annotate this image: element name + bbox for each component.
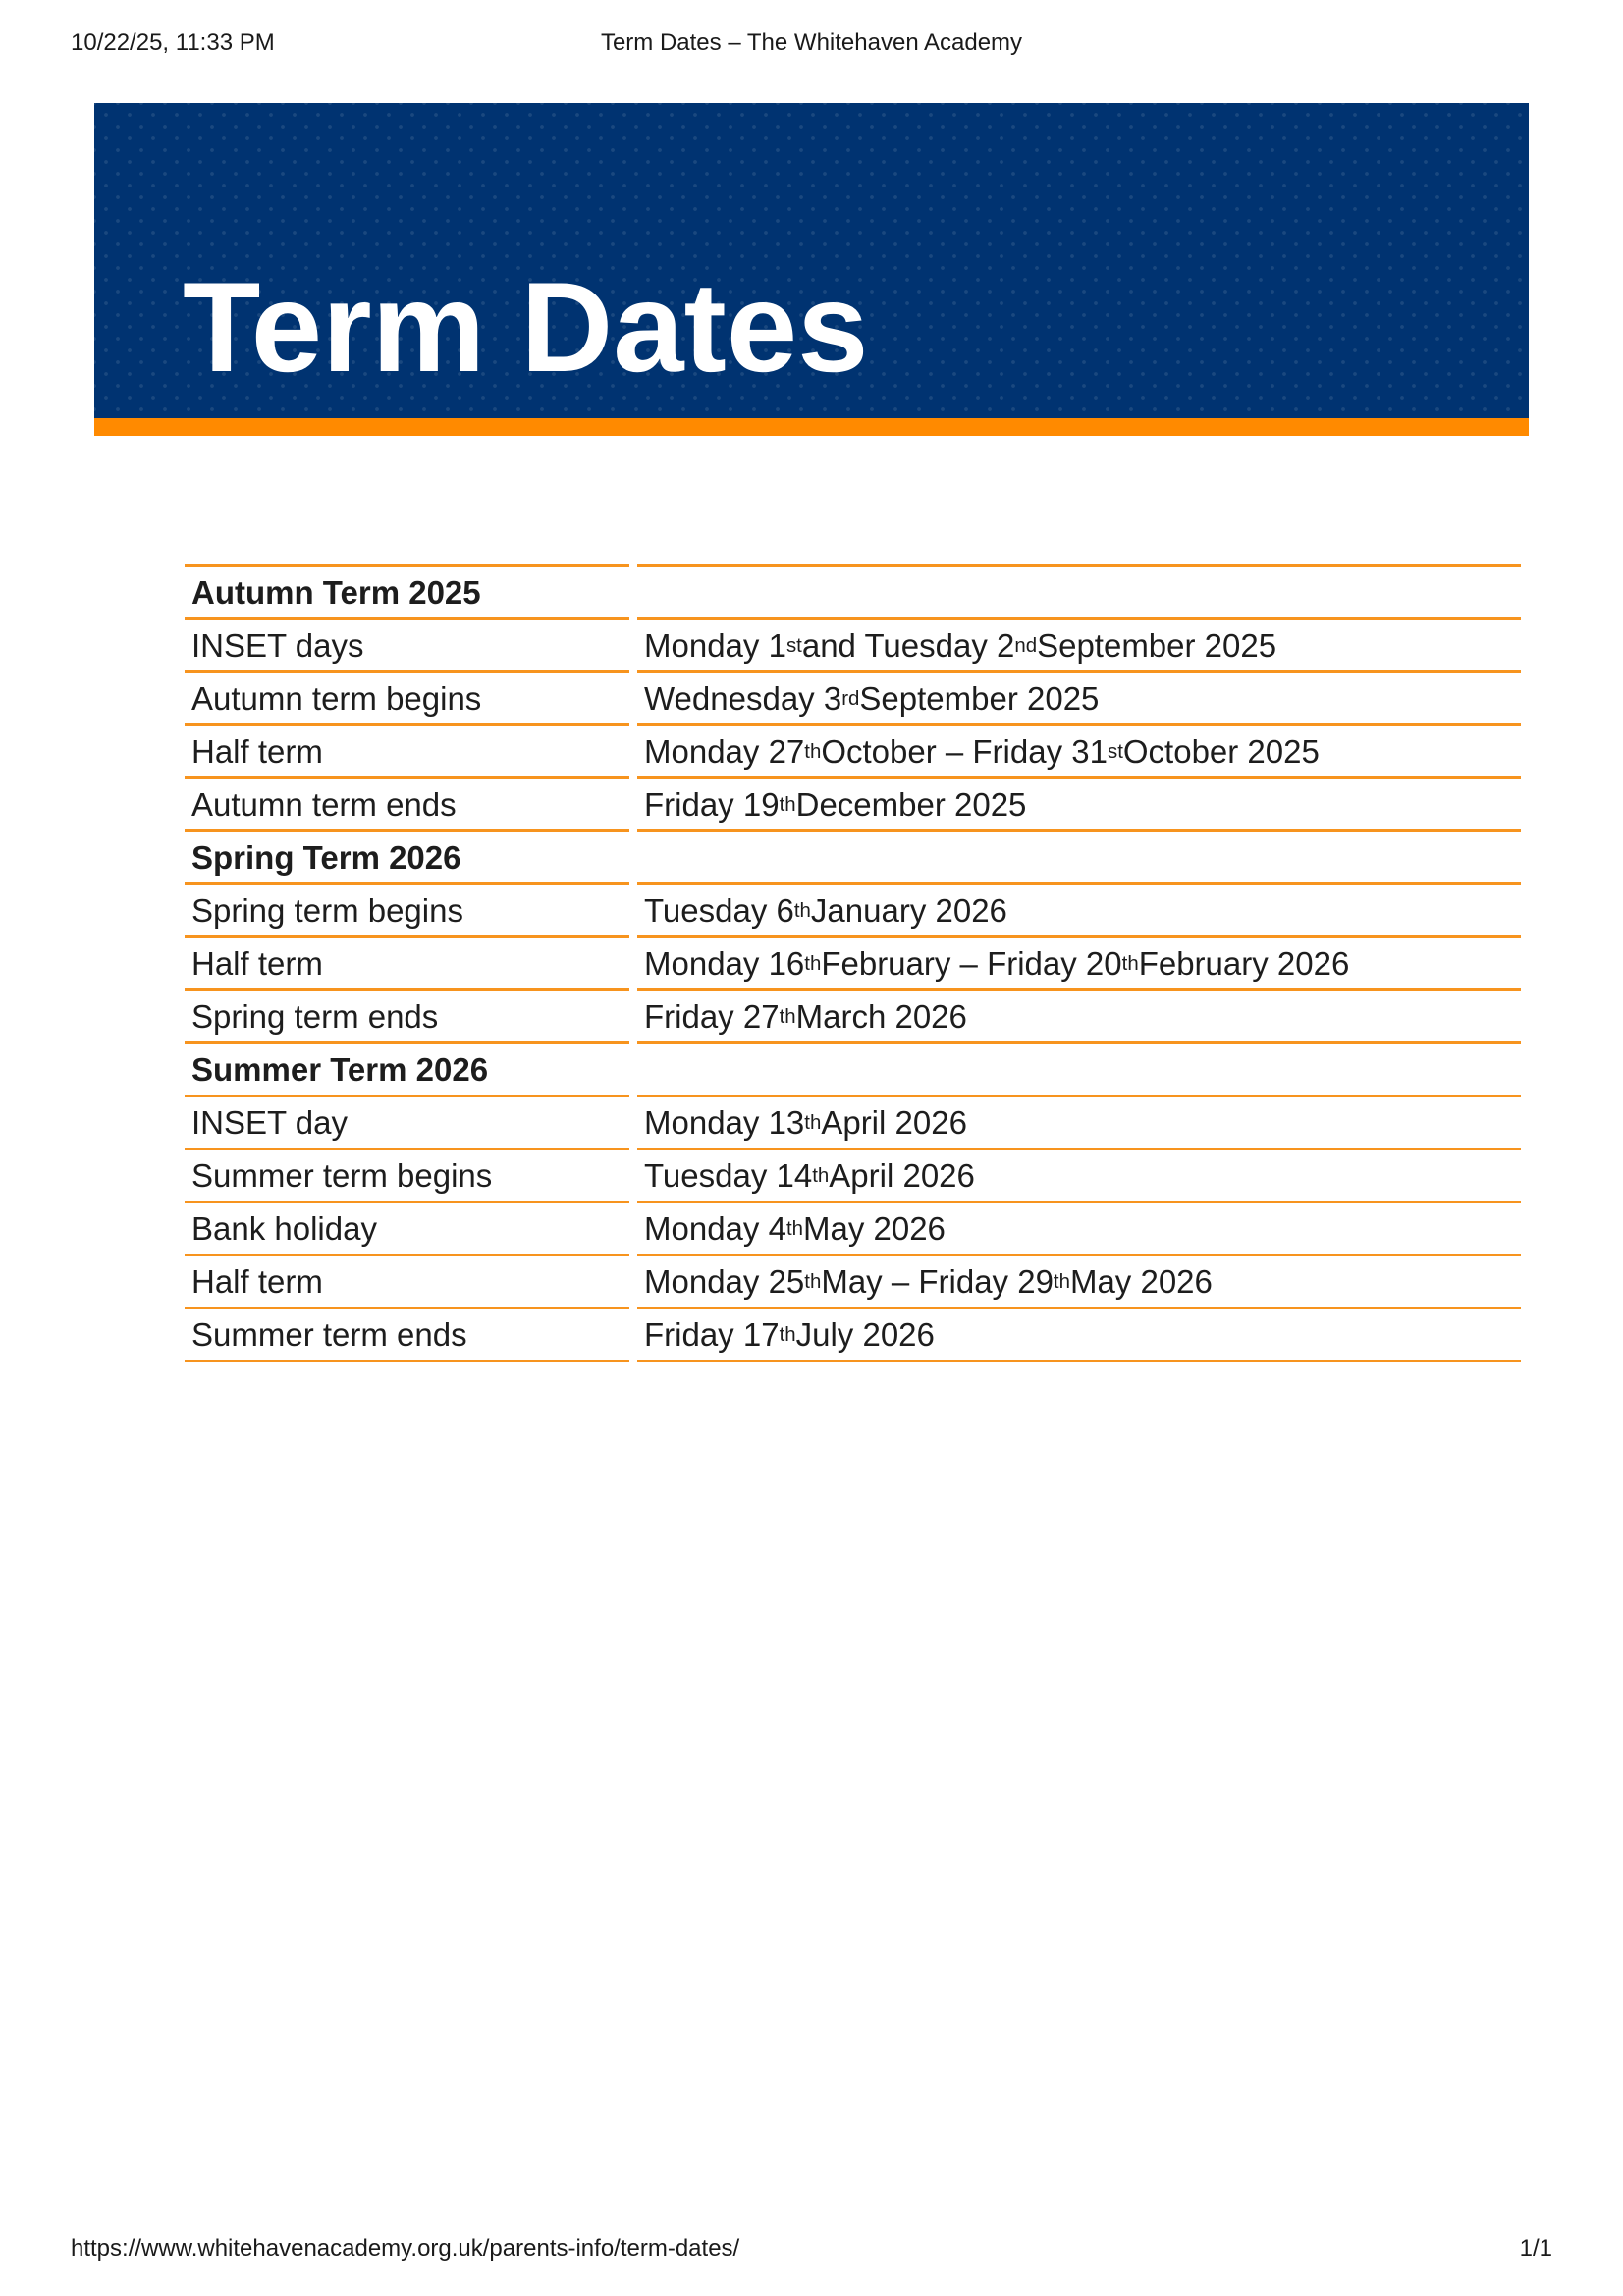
row-label: Summer term begins [185,1150,629,1203]
row-label: Spring term ends [185,991,629,1044]
row-value: Monday 25 th May – Friday 29 th May 2026 [637,1256,1521,1309]
section-header-spacer [637,564,1521,620]
row-label: Half term [185,1256,629,1309]
print-header [71,29,1552,57]
page-title: Term Dates [183,255,869,399]
section-header-spacer [637,832,1521,885]
page-banner [94,103,1529,436]
row-label: Bank holiday [185,1203,629,1256]
row-value: Monday 16 th February – Friday 20 th February 2026 [637,938,1521,991]
section-header: Autumn Term 2025 [185,564,629,620]
row-label: Autumn term ends [185,779,629,832]
print-footer [71,2235,1552,2263]
section-header-spacer [637,1044,1521,1097]
row-label: Summer term ends [185,1309,629,1362]
row-value: Monday 13 th April 2026 [637,1097,1521,1150]
row-value: Tuesday 14 th April 2026 [637,1150,1521,1203]
banner-orange-stripe [94,418,1529,436]
row-value: Monday 1 st and Tuesday 2 nd September 2025 [637,620,1521,673]
row-label: INSET days [185,620,629,673]
row-label: Half term [185,726,629,779]
row-label: INSET day [185,1097,629,1150]
row-label: Autumn term begins [185,673,629,726]
row-value: Monday 27 th October – Friday 31 st October 2025 [637,726,1521,779]
term-dates-table [185,564,1521,1362]
print-doc-title: Term Dates – The Whitehaven Academy [600,29,1023,56]
row-value: Wednesday 3 rd September 2025 [637,673,1521,726]
row-value: Tuesday 6 th January 2026 [637,885,1521,938]
row-value: Friday 17 th July 2026 [637,1309,1521,1362]
section-header: Summer Term 2026 [185,1044,629,1097]
section-header: Spring Term 2026 [185,832,629,885]
row-value: Friday 27 th March 2026 [637,991,1521,1044]
print-timestamp: 10/22/25, 11:33 PM [71,29,275,56]
row-label: Half term [185,938,629,991]
banner-background [94,103,1529,418]
row-label: Spring term begins [185,885,629,938]
page-indicator: 1/1 [1519,2235,1552,2262]
print-url: https://www.whitehavenacademy.org.uk/parents-info/term-dates/ [71,2235,740,2262]
row-value: Friday 19 th December 2025 [637,779,1521,832]
row-value: Monday 4 th May 2026 [637,1203,1521,1256]
